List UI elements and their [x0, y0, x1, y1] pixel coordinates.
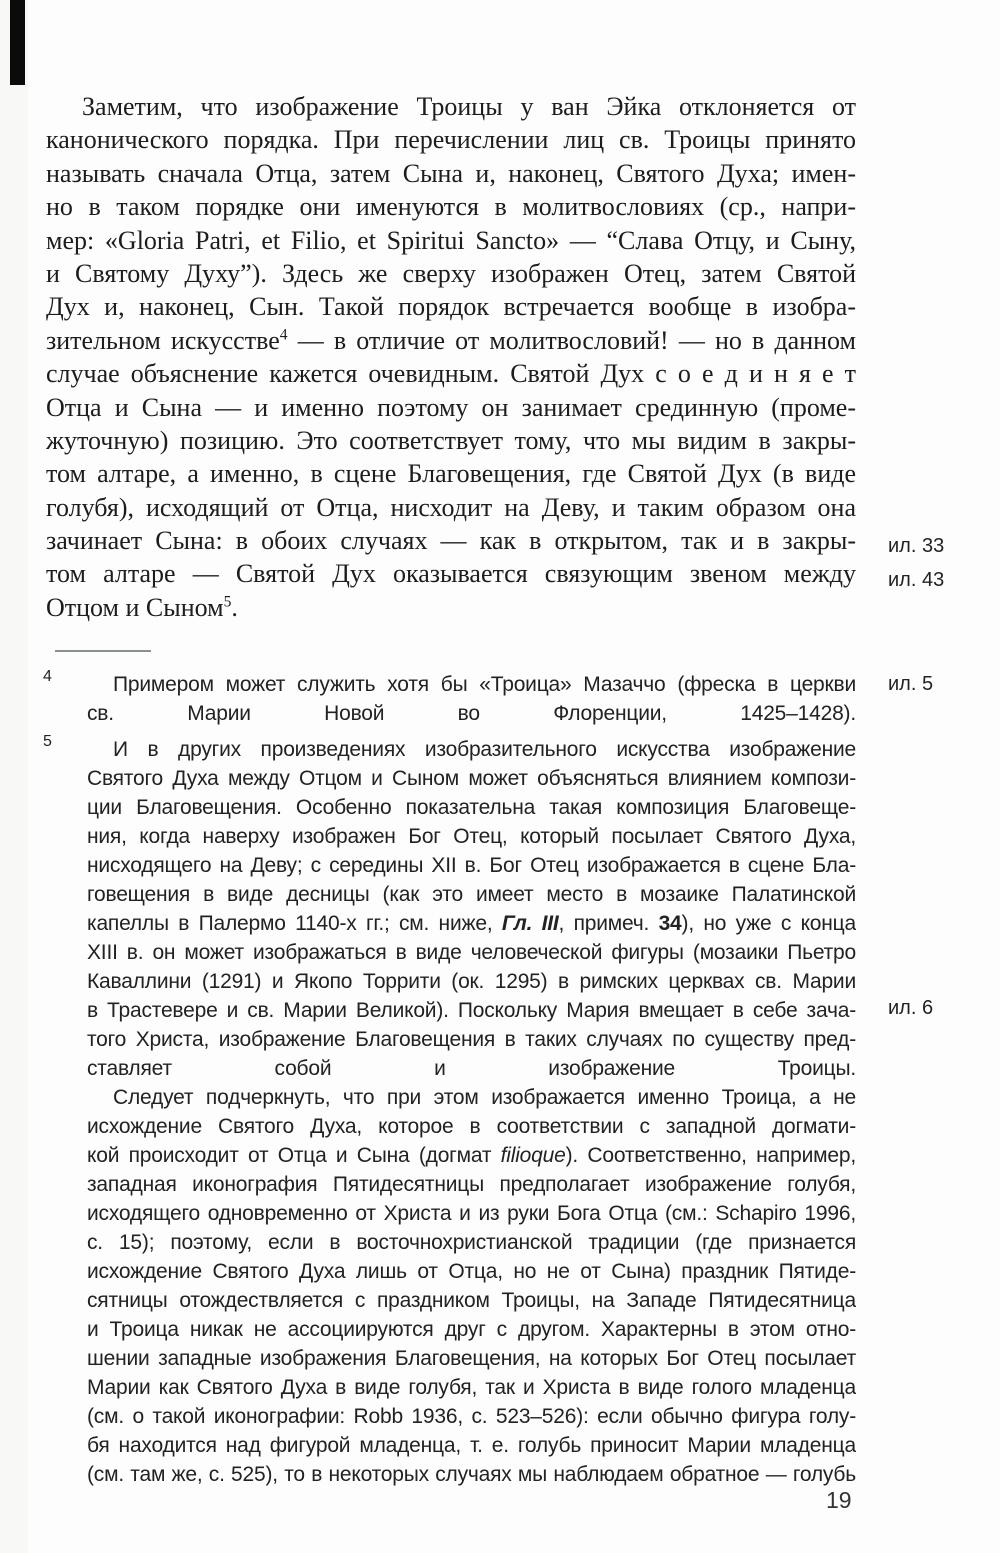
text-line: в Трастевере и св. Марии Великой). Поскольку Мария вмещает в себе зача- [87, 999, 856, 1022]
text-line: кой происходит от Отца и Сына (догмат filioque). Соответственно, например, [87, 1144, 856, 1167]
text-line: исхождение Святого Духа лишь от Отца, но не от Сына) праздник Пятиде- [87, 1260, 856, 1283]
text-line: случае объяснение кажется очевидным. Святой Дух с о е д и н я е т [46, 359, 856, 389]
footnote-separator [55, 650, 151, 652]
emphasized-text: filioque [500, 1144, 566, 1167]
text-line: с. 15); поэтому, если в восточнохристианской традиции (где признается [87, 1231, 856, 1254]
text-line: того Христа, изображение Благовещения в таких случаях по существу пред- [87, 1028, 856, 1051]
text-line: Дух и, наконец, Сын. Такой порядок встречается вообще в изобра- [46, 292, 856, 322]
text-line: (см. там же, с. 525), то в некоторых случаях мы наблюдаем обратное — голубь [87, 1463, 856, 1486]
margin-note-il-43: ил. 43 [888, 569, 945, 591]
text-line: канонического порядка. При перечислении лиц св. Троицы принято [46, 125, 856, 155]
text-line: западная иконография Пятидесятницы предполагает изображение голубя, [87, 1173, 856, 1196]
text-line: св. Марии Новой во Флоренции, 1425–1428). [87, 702, 856, 725]
text-line: (см. о такой иконографии: Robb 1936, с. 523–526): если обычно фигура голу- [87, 1405, 856, 1428]
text-line: сятницы отождествляется с праздником Троицы, на Западе Пятидесятница [87, 1289, 856, 1312]
text-line: и Троица никак не ассоциируются друг с другом. Характерны в этом отно- [87, 1318, 856, 1341]
emphasized-text: 34 [658, 912, 682, 935]
footnote-marker: 5 [43, 733, 52, 750]
text-line: капеллы в Палермо 1140-х гг.; см. ниже, Гл. III, примеч. 34), но уже с конца [87, 912, 856, 935]
text-line: и Святому Духу”). Здесь же сверху изображен Отец, затем Святой [46, 258, 856, 288]
margin-note-il-6: ил. 6 [888, 997, 934, 1019]
text-line: И в других произведениях изобразительного искусства изображение [113, 738, 856, 761]
page-number: 19 [826, 1487, 852, 1513]
emphasized-text: Гл. III [501, 912, 559, 935]
text-line: Каваллини (1291) и Якопо Торрити (ок. 1295) в римских церквах св. Марии [87, 970, 856, 993]
text-line: голубя), исходящий от Отца, нисходит на Деву, и таким образом она [46, 492, 856, 522]
text-line: том алтаре, а именно, в сцене Благовещения, где Святой Дух (в виде [46, 459, 856, 489]
footnote-5 [43, 733, 856, 1489]
footnote-marker: 4 [43, 668, 52, 685]
text-line: Заметим, что изображение Троицы у ван Эйка отклоняется от [82, 92, 856, 121]
text-line: зачинает Сына: в обоих случаях — как в открытом, так и в закры- [46, 526, 856, 556]
text-line: ставляет собой и изображение Троицы. [87, 1057, 856, 1080]
text-line: Отца и Сына — и именно поэтому он занимает срединную (проме- [46, 392, 856, 422]
footnote-text [87, 670, 856, 728]
text-line: ции Благовещения. Особенно показательна такая композиция Благовеще- [87, 796, 856, 819]
text-line: исходящего одновременно от Христа и из руки Бога Отца (см.: Schapiro 1996, [87, 1202, 856, 1225]
text-line: ния, когда наверху изображен Бог Отец, который посылает Святого Духа, [87, 825, 856, 848]
text-line: Примером может служить хотя бы «Троица» Мазаччо (фреска в церкви [113, 673, 856, 696]
text-line: но в таком порядке они именуются в молитвословиях (ср., напри- [46, 192, 856, 222]
text-line: называть сначала Отца, затем Сына и, наконец, Святого Духа; имен- [46, 158, 856, 188]
text-line: Отцом и Сыном$^5$. [46, 592, 238, 622]
text-line: Марии как Святого Духа в виде голубя, так и Христа в виде голого младенца [87, 1376, 856, 1399]
text-line: Следует подчеркнуть, что при этом изображается именно Троица, а не [113, 1086, 856, 1109]
text-line: мер: «Gloria Patri, et Filio, et Spiritui Sancto» — “Слава Отцу, и Сыну, [46, 225, 856, 255]
text-line: шении западные изображения Благовещения, на которых Бог Отец посылает [87, 1347, 856, 1370]
text-line: XIII в. он может изображаться в виде человеческой фигуры (мозаики Пьетро [87, 941, 856, 964]
footnotes-section [43, 668, 856, 1489]
footnote-reference: 5 [223, 593, 232, 611]
text-line: Святого Духа между Отцом и Сыном может объясняться влиянием компози- [87, 767, 856, 790]
text-line: нисходящего на Деву; с середины XII в. Бог Отец изображается в сцене Бла- [87, 854, 856, 877]
text-line: жуточную) позицию. Это соответствует тому, что мы видим в закры- [46, 425, 856, 455]
text-line: бя находится над фигурой младенца, т. е. голубь приносит Марии младенца [87, 1434, 856, 1457]
scan-edge-shadow [0, 0, 28, 1553]
text-line: зительном искусстве$^4$ — в отличие от молитвословий! — но в данном [46, 325, 856, 355]
text-line: том алтаре — Святой Дух оказывается связующим звеном между [46, 559, 856, 589]
footnote-4 [43, 668, 856, 728]
scan-artifact-bar [10, 0, 25, 85]
footnote-text [87, 735, 856, 1489]
main-paragraph [46, 90, 856, 624]
margin-note-il-5: ил. 5 [888, 673, 934, 695]
text-line: исхождение Святого Духа, которое в соответствии с западной догмати- [87, 1115, 856, 1138]
footnote-reference: 4 [279, 326, 288, 344]
margin-note-il-33: ил. 33 [888, 535, 945, 557]
text-line: говещения в виде десницы (как это имеет место в мозаике Палатинской [87, 883, 856, 906]
